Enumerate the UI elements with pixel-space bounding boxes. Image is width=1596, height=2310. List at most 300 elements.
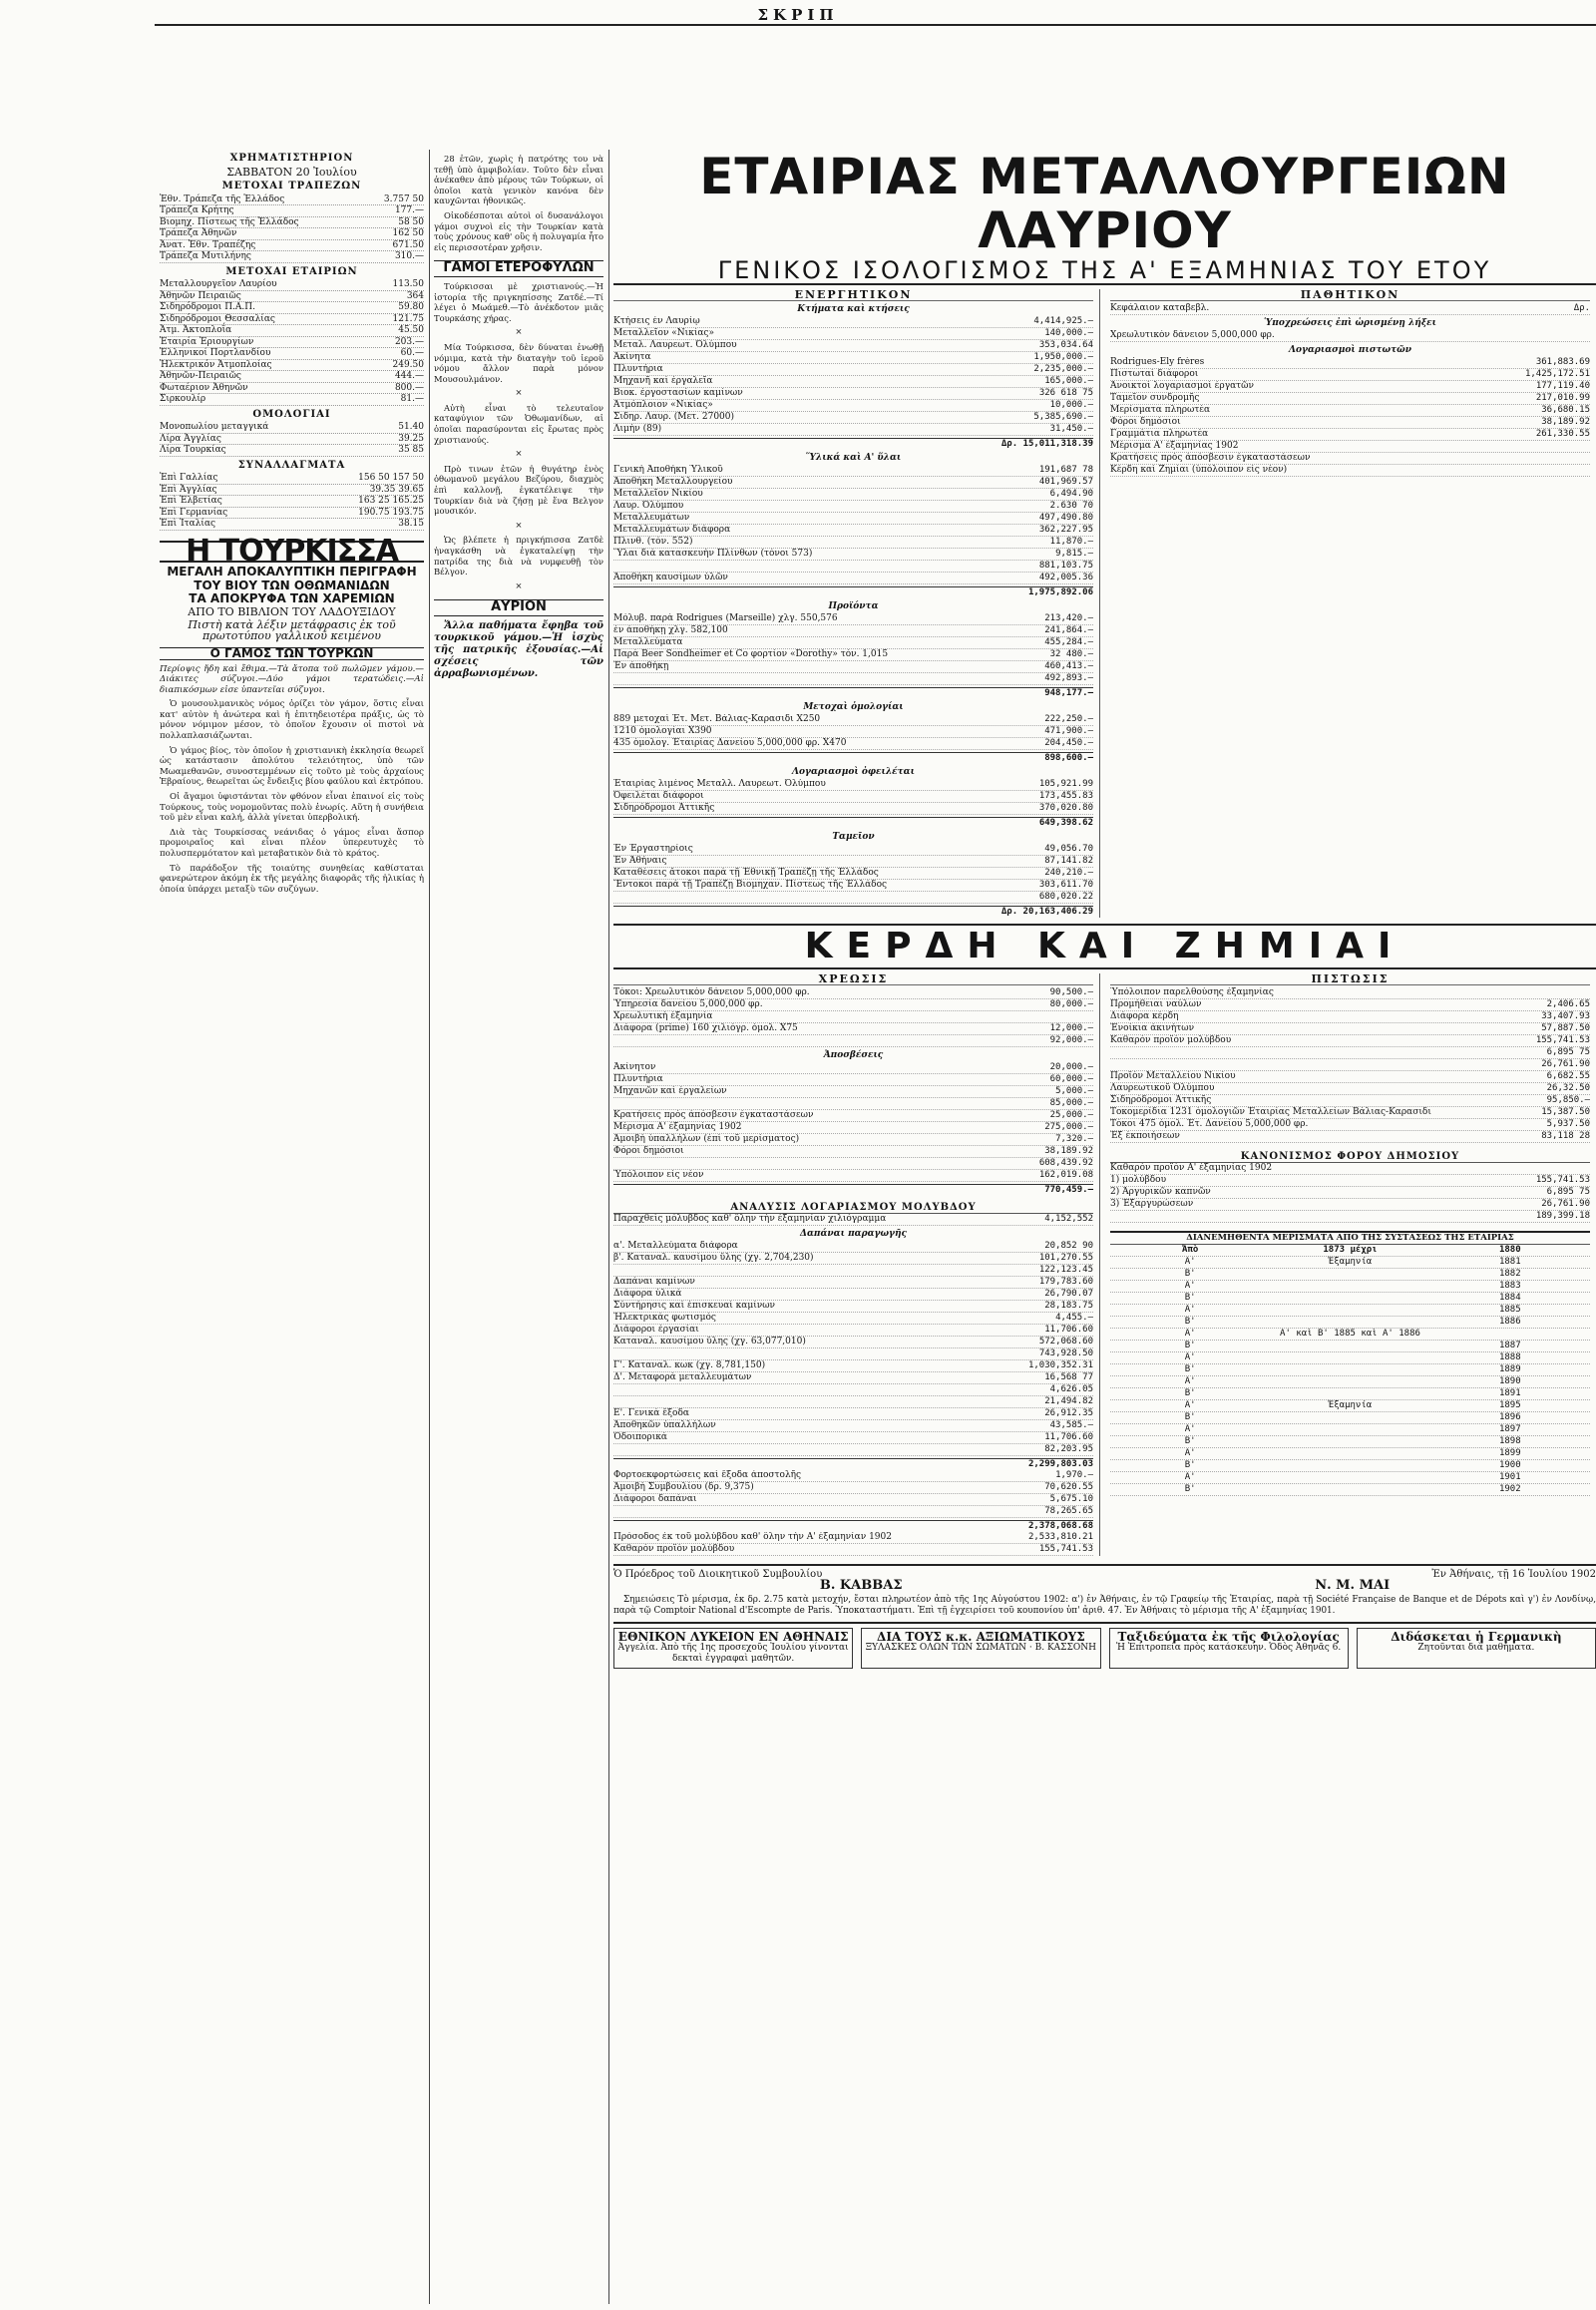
dividend-cell: 1891 (1498, 1388, 1521, 1398)
ledger-label: Διάφορα κέρδη (1110, 1011, 1179, 1021)
ledger-label: Μέρισμα Α' ἐξαμηνίας 1902 (1110, 441, 1239, 451)
subhead-banks: ΜΕΤΟΧΑΙ ΤΡΑΠΕΖΩΝ (221, 181, 362, 192)
dividends-col: 1873 μέχρι (1323, 1245, 1378, 1255)
ledger-section: Μετοχαὶ ὁμολογίαι (803, 702, 904, 712)
ledger-value: 240,210.— (1044, 868, 1093, 878)
rate-row (160, 314, 424, 326)
rate-value: 249.50 (392, 359, 424, 370)
ledger-value: 1,970.— (1055, 1470, 1093, 1480)
dividends-header-row (1110, 1245, 1590, 1257)
rate-value: 444.— (394, 371, 424, 381)
rate-row (160, 302, 424, 314)
ledger-value: 26,912.35 (1044, 1408, 1093, 1418)
ledger-value: 6,682.55 (1546, 1071, 1590, 1081)
ledger-row (613, 1313, 1093, 1325)
ledger-row (613, 388, 1093, 400)
ledger-value: 213,420.— (1044, 613, 1093, 623)
dividend-cell: Α' (1184, 1352, 1196, 1362)
ledger-row (613, 625, 1093, 637)
paragraph: Ὁ μουσουλμανικὸς νόμος ὁρίζει τὸν γάμον, ὅστις εἶναι κατ' αὐτὸν ἡ ἀνώτερα καὶ ἡ ἐπιτηδειοτέρα πράξις, ὡς τὸ μόνον νόμιμον μέσον, τὸ ὁποῖον ἔχουσιν οἱ πιστοὶ νὰ πολλαπλασιάζωνται. (160, 699, 424, 742)
rate-values (398, 519, 424, 530)
ledger-value: 95,850.— (1546, 1095, 1590, 1105)
ledger-value: 881,103.75 (1038, 561, 1093, 571)
ledger-row (613, 465, 1093, 477)
ledger-value: 33,407.93 (1541, 1011, 1590, 1021)
ledger-value: 222,250.— (1044, 714, 1093, 724)
ledger-label: Δ'. Μεταφορὰ μεταλλευμάτων (613, 1372, 752, 1382)
companies-list (160, 279, 424, 406)
rate-name: Ἐπὶ Ἑλβετίας (160, 496, 222, 506)
ledger-label: Καθαρὸν προϊὸν Α' ἐξαμηνίας 1902 (1110, 1163, 1273, 1173)
rate-ask: 165.25 (392, 496, 424, 506)
ledger-label: Μεταλ. Λαυρεωτ. Ὀλύμπου (613, 340, 737, 350)
dividend-cell: Β' (1184, 1293, 1196, 1303)
dividend-cell: 1899 (1498, 1448, 1521, 1458)
ledger-value: 492,005.36 (1038, 573, 1093, 582)
ledger-label: 1210 ὁμολογίαι Χ390 (613, 726, 712, 736)
dividend-cell: Α' (1184, 1281, 1196, 1291)
ledger-row (613, 1146, 1093, 1158)
rate-value: 58 50 (398, 216, 424, 227)
ledger-label: Τόκοι: Χρεωλυτικὸν δάνειον 5,000,000 φρ. (613, 987, 810, 997)
ledger-total: 1,975,892.06 (613, 586, 1093, 598)
ledger-value: 11,706.60 (1044, 1432, 1093, 1442)
signoff (613, 1564, 1596, 1616)
ledger-value: 87,141.82 (1044, 856, 1093, 866)
ledger-row (1110, 1023, 1590, 1035)
ledger-row (613, 1360, 1093, 1372)
paragraph: Οἱ ἄγαμοι ὑφιστάνται τὸν φθόνον εἶναι ἐπαινοί εἰς τοὺς Τούρκους, τοὺς νομομοῦντας πολὺ ἐνωρίς. Αὕτη ἡ συνήθεια τοῦ μὲν εἶναι καλή, ἀλλὰ γίνεται ὑπερβολική. (160, 792, 424, 824)
ledger-row (613, 573, 1093, 584)
ledger-label: Μεταλλευμάτων διάφορα (613, 525, 731, 535)
dividend-row (1110, 1341, 1590, 1352)
ledger-row (613, 673, 1093, 685)
dividend-cell: 1887 (1498, 1341, 1521, 1350)
dividend-row (1110, 1448, 1590, 1460)
ledger-value: 326 618 75 (1038, 388, 1093, 398)
ledger-row (613, 328, 1093, 340)
paragraph: Ὡς βλέπετε ἡ πριγκήπισσα Ζατδὲ ἠναγκάσθη νὰ ἐγκαταλείψῃ τὴν πατρίδα της διὰ νὰ νυμφευθῇ τὸν Βέλγον. (434, 535, 603, 578)
rate-name: Βιομηχ. Πίστεως τῆς Ἑλλάδος (160, 216, 299, 227)
dividend-cell: Β' (1184, 1269, 1196, 1279)
ledger-label: Μόλυβ. παρὰ Rodrigues (Marseille) χλγ. 550,576 (613, 613, 838, 623)
rate-row (160, 205, 424, 217)
paragraph: Τὸ παράδοξον τῆς τοιαύτης συνηθείας καθίσταται φανερώτερον ἀκόμη ἐκ τῆς μεγάλης διαφορᾶς τῆς ἡλικίας ἡ ὁποία ὑπάρχει μεταξὺ τῶν συζύγων. (160, 863, 424, 895)
ledger-label: Καταναλ. καυσίμου ὕλης (χγ. 63,077,010) (613, 1337, 806, 1347)
rate-row (160, 485, 424, 497)
ledger-total: 649,398.62 (613, 817, 1093, 829)
ledger-section: Ὑποχρεώσεις ἐπὶ ὡρισμένῃ λήξει (1264, 318, 1436, 328)
heading-mixed-marriages: ΓΑΜΟΙ ΕΤΕΡΟΦΥΛΩΝ (434, 260, 603, 277)
chapter-title: Ο ΓΑΜΟΣ ΤΩΝ ΤΟΥΡΚΩΝ (160, 647, 424, 660)
feature-title: Η ΤΟΥΡΚΙΣΣΑ (160, 541, 424, 564)
ledger-row (1110, 1187, 1590, 1199)
ledger-label: Ἀποθήκη καυσίμων ὑλῶν (613, 573, 728, 582)
ledger-value: 26,790.07 (1044, 1289, 1093, 1299)
rate-value: 3.757 50 (383, 193, 424, 204)
rate-bid: 39.35 (369, 484, 396, 495)
masthead-title: ΣΚΡΙΠ (757, 6, 839, 24)
ad-title: ΕΘΝΙΚΟΝ ΛΥΚΕΙΟΝ ΕΝ ΑΘΗΝΑΙΣ (617, 1630, 849, 1645)
ledger-label: Διάφοροι δαπάναι (613, 1494, 697, 1504)
dividend-row (1110, 1388, 1590, 1400)
ledger-row (613, 412, 1093, 424)
ledger-label: α'. Μεταλλεύματα διάφορα (613, 1241, 738, 1251)
rate-row (160, 194, 424, 206)
ledger-row (613, 1011, 1093, 1023)
ledger-label: Ἀτμόπλοιον «Νικίας» (613, 400, 713, 410)
dividend-cell: Ἐξαμηνία (1328, 1400, 1373, 1410)
ledger-row (613, 987, 1093, 999)
paragraph: Μία Τούρκισσα, δὲν δύναται ἐνωθῇ νόμιμα, κατὰ τὴν διαταγὴν τοῦ ἱεροῦ νόμου ἄλλον παρὰ μόνον Μουσουλμάνον. (434, 341, 603, 384)
ledger-row (613, 1301, 1093, 1313)
ledger-value: 4,152,552 (1044, 1214, 1093, 1224)
ledger-value: 90,500.— (1049, 987, 1093, 997)
ledger-value: 4,414,925.— (1033, 316, 1093, 326)
ledger-row (613, 513, 1093, 525)
rate-value: 113.50 (392, 279, 424, 289)
ledger-value: 6,895 75 (1546, 1047, 1590, 1057)
date-line: ΣΑΒΒΑΤΟΝ 20 Ἰουλίου (226, 165, 357, 179)
dividend-cell (1270, 1472, 1429, 1483)
subhead-fx: ΣΥΝΑΛΛΑΓΜΑΤΑ (237, 459, 346, 471)
ledger-value: 4,626.05 (1049, 1384, 1093, 1394)
debits-list (613, 987, 1093, 1196)
ledger-value: 5,937.50 (1546, 1119, 1590, 1129)
rate-name: Ἀνατ. Ἐθν. Τραπέζης (160, 239, 256, 250)
ledger-section: Κτήματα καὶ κτήσεις (797, 304, 910, 314)
ledger-value: 140,000.— (1044, 328, 1093, 338)
ledger-row (613, 537, 1093, 549)
ledger-label: Φορτοεκφορτώσεις καὶ ἔξοδα ἀποστολῆς (613, 1470, 802, 1480)
dividend-cell: 1897 (1498, 1424, 1521, 1434)
ledger-row (613, 489, 1093, 501)
ledger-label: Ἀμοιβὴ ὑπαλλήλων (ἐπὶ τοῦ μερίσματος) (613, 1134, 800, 1144)
ledger-row (1110, 429, 1590, 441)
dividend-row (1110, 1364, 1590, 1376)
rate-row (160, 445, 424, 457)
rate-name: Τράπεζα Ἀθηνῶν (160, 228, 237, 238)
ornament-mark: × (515, 449, 523, 460)
rate-name: Ἑλληνικοί Πορτλανδίου (160, 348, 271, 358)
ledger-label: Διάφορα (prime) 160 χιλιόγρ. ὁμολ. X75 (613, 1023, 798, 1033)
assets-heading: ΕΝΕΡΓΗΤΙΚΟΝ (613, 289, 1093, 301)
ledger-value: 4,455.— (1055, 1313, 1093, 1323)
dividends-list (1110, 1257, 1590, 1496)
rate-ask: 38.15 (398, 519, 424, 529)
ledger-label: Φόροι δημόσιοι (1110, 417, 1181, 427)
dividend-cell: Α' (1184, 1329, 1196, 1339)
dividend-cell (1270, 1448, 1429, 1459)
dividend-row (1110, 1472, 1590, 1484)
rate-name: Ἑταιρία Ἐριουργίων (160, 336, 254, 347)
ledger-value: 460,413.— (1044, 661, 1093, 671)
ledger-value: 303,611.70 (1038, 880, 1093, 890)
dividend-cell: 1896 (1498, 1412, 1521, 1422)
ledger-label: Ἀκίνητον (613, 1062, 656, 1072)
dividend-cell: 1881 (1498, 1257, 1521, 1267)
ledger-label: Ὑπόλοιπον παρελθούσης ἐξαμηνίας (1110, 987, 1274, 997)
ledger-value: 20,000.— (1049, 1062, 1093, 1072)
ledger-label: Ἀκίνητα (613, 352, 651, 362)
ledger-row (613, 549, 1093, 561)
dividend-cell: Β' (1184, 1484, 1196, 1494)
ledger-value: 80,000.— (1049, 999, 1093, 1009)
ledger-value: 217,010.99 (1535, 393, 1590, 403)
rate-value: 60.— (400, 348, 424, 358)
ledger-label: Φόροι δημόσιοι (613, 1146, 684, 1156)
ledger-row (613, 1470, 1093, 1482)
mixed-marriages-body (434, 281, 603, 591)
dividend-cell: Β' (1184, 1341, 1196, 1350)
ledger-row (613, 880, 1093, 892)
ledger-label: Δαπάναι καμίνων (613, 1277, 695, 1287)
ledger-row (613, 738, 1093, 750)
ledger-value: 179,783.60 (1038, 1277, 1093, 1287)
feature-subtitle-1: ΜΕΓΑΛΗ ΑΠΟΚΑΛΥΠΤΙΚΗ ΠΕΡΙΓΡΑΦΗ (167, 565, 417, 578)
ledger-label: Λιμὴν (89) (613, 424, 662, 434)
ledger-row (613, 376, 1093, 388)
ledger-label: Μέρισμα Α' ἐξαμηνίας 1902 (613, 1122, 742, 1132)
liabilities-column (1110, 289, 1596, 918)
ledger-value: 85,000.— (1049, 1098, 1093, 1108)
ledger-row (613, 1098, 1093, 1110)
ledger-value: 78,265.65 (1044, 1506, 1093, 1516)
rate-name: Ἐπὶ Ἰταλίας (160, 519, 216, 529)
ledger-label: Παραχθεὶς μόλυβδος καθ' ὅλην τὴν ἐξαμηνίαν χιλιόγραμμα (613, 1214, 887, 1224)
ledger-section: Ταμεῖον (832, 832, 875, 842)
dividend-cell: Α' (1184, 1472, 1196, 1482)
dividend-cell: 1884 (1498, 1293, 1521, 1303)
ledger-row (613, 1494, 1093, 1506)
ledger-label: Ἐξ ἐκποιήσεων (1110, 1131, 1180, 1141)
rate-name: Τράπεζα Μυτιλήνης (160, 251, 251, 261)
dividend-cell: Α' καὶ Β' 1885 καὶ Α' 1886 (1280, 1329, 1420, 1339)
ledger-value: 680,020.22 (1038, 892, 1093, 902)
ledger-row (1110, 1047, 1590, 1059)
rate-name: Ἀθηνῶν Πειραιῶς (160, 290, 241, 301)
ledger-value: 353,034.64 (1038, 340, 1093, 350)
feature-subtitle-2: ΤΟΥ ΒΙΟΥ ΤΩΝ ΟΘΩΜΑΝΙΔΩΝ (194, 578, 390, 592)
ledger-label: 2) Ἀργυρικῶν καπνῶν (1110, 1187, 1211, 1197)
rate-value: 59.80 (398, 302, 424, 312)
debits-column (613, 973, 1100, 1556)
ledger-row (613, 1253, 1093, 1265)
ledger-value: 16,568 77 (1044, 1372, 1093, 1382)
ledger-label: Γενικὴ Ἀποθήκη Ὑλικοῦ (613, 465, 723, 475)
ledger-label: Ὑπηρεσία δανείου 5,000,000 φρ. (613, 999, 763, 1009)
dividend-row (1110, 1329, 1590, 1341)
ledger-value: 92,000.— (1049, 1035, 1093, 1045)
ledger-row (613, 844, 1093, 856)
ledger-label: Ἀμοιβὴ Συμβουλίου (δρ. 9,375) (613, 1482, 754, 1492)
rate-row (160, 337, 424, 349)
ledger-label: Πιστωταὶ διάφοροι (1110, 369, 1199, 379)
bonds-list (160, 422, 424, 457)
ledger-label: Ἀποθήκη Μεταλλουργείου (613, 477, 733, 487)
ledger-row (1110, 1035, 1590, 1047)
signoff-left: Ὁ Πρόεδρος τοῦ Διοικητικοῦ Συμβουλίου (613, 1569, 823, 1580)
ledger-label: Μεταλλευμάτων (613, 513, 690, 523)
ledger-label: Μεταλλεῖον Νικίου (613, 489, 703, 499)
ledger-value: 26,761.90 (1541, 1199, 1590, 1209)
rate-value: 162 50 (392, 228, 424, 238)
ledger-row (1110, 1119, 1590, 1131)
paragraph: Διὰ τὰς Τουρκίσσας νεάνιδας ὁ γάμος εἶναι ἄσπορ προμοιραῖος καὶ εἶναι πλέον ὑπερευτυχὲς τὸ πολυσπερμότατον καὶ μεταβατικὸν διὰ τὸ κράτος. (160, 827, 424, 859)
column-feature-continued (434, 150, 603, 684)
rate-name: Λίρα Τουρκίας (160, 445, 226, 455)
ledger-label: Παρὰ Beer Sondheimer et Co φορτίον «Dorothy» τόν. 1,015 (613, 649, 889, 659)
ledger-label: Ὑπόλοιπον εἰς νέον (613, 1170, 704, 1180)
ledger-row (613, 779, 1093, 791)
ledger-value: 497,490.80 (1038, 513, 1093, 523)
ledger-total: 2,378,068.68 (613, 1520, 1093, 1532)
ledger-label: Χρεωλυτικὴ ἐξαμηνία (613, 1011, 713, 1021)
rate-values (358, 473, 424, 484)
rate-name: Ἀθηνῶν-Πειραιῶς (160, 371, 241, 381)
ornament-mark: × (515, 520, 523, 531)
ledger-value: 155,741.53 (1535, 1175, 1590, 1185)
ledger-section: Δαπάναι παραγωγῆς (800, 1229, 907, 1239)
ledger-row (613, 1420, 1093, 1432)
dividend-cell: Α' (1184, 1376, 1196, 1386)
ledger-total: Δρ. 15,011,318.39 (613, 438, 1093, 450)
dividends-title: ΔΙΑΝΕΜΗΘΕΝΤΑ ΜΕΡΙΣΜΑΤΑ ΑΠΟ ΤΗΣ ΣΥΣΤΑΣΕΩΣ ΤΗΣ ΕΤΑΙΡΙΑΣ (1110, 1231, 1590, 1245)
ledger-value: 26,761.90 (1541, 1059, 1590, 1069)
ledger-row (613, 525, 1093, 537)
ledger-row (613, 892, 1093, 904)
ledger-row (613, 1289, 1093, 1301)
ledger-label: ἐν ἀποθήκῃ χλγ. 582,100 (613, 625, 728, 635)
dividend-row (1110, 1352, 1590, 1364)
rate-value: 177.— (394, 205, 424, 215)
advertisements (613, 1622, 1596, 1669)
ledger-label: Βιοκ. ἐργοστασίων καμίνων (613, 388, 743, 398)
paragraph: Οἰκοδέσποται αὐτοὶ οἱ δυσανάλογοι γάμοι συχνοὶ εἰς τὴν Τουρκίαν κατὰ τοὺς χρόνους καθ' οὓς ἡ πολυγαμία ἦτο εἰς περισσοτέραν χρῆσιν. (434, 209, 603, 252)
ledger-row (1110, 1107, 1590, 1119)
ledger-value: 83,118 28 (1541, 1131, 1590, 1141)
feature-subtitle-5: Πιστὴ κατὰ λέξιν μετάφρασις ἐκ τοῦ πρωτοτύπου γαλλικοῦ κειμένου (188, 618, 396, 642)
ledger-label: Τόκοι 475 ὁμολ. Ἑτ. Δανείου 5,000,000 φρ. (1110, 1119, 1309, 1129)
company-report (613, 150, 1596, 1669)
rate-values (358, 508, 424, 519)
ledger-row (613, 856, 1093, 868)
rate-name: Φωταέριον Ἀθηνῶν (160, 382, 248, 393)
ledger-value: 60,000.— (1049, 1074, 1093, 1084)
rate-ask: 193.75 (392, 507, 424, 518)
ad-title: Διδάσκεται ἡ Γερμανικὴ (1391, 1630, 1562, 1645)
ledger-label: Πλυντήρια (613, 364, 663, 374)
ledger-row (1110, 405, 1590, 417)
ledger-row (1110, 1211, 1590, 1223)
rate-row (160, 371, 424, 383)
feature-continued-body (434, 154, 603, 252)
dividend-cell (1270, 1436, 1429, 1447)
rate-name: Μεταλλουργεῖον Λαυρίου (160, 279, 277, 289)
ad-body: Ζητοῦνται διὰ μαθήματα. (1417, 1643, 1535, 1654)
dividend-row (1110, 1376, 1590, 1388)
dividend-cell: 1901 (1498, 1472, 1521, 1482)
dividend-cell (1270, 1341, 1429, 1351)
dividend-cell: Α' (1184, 1400, 1196, 1410)
ledger-value: 6,494.90 (1049, 489, 1093, 499)
ledger-row (613, 501, 1093, 513)
dividend-cell: Α' (1184, 1448, 1196, 1458)
ledger-row (613, 1506, 1093, 1518)
company-name: ΕΤΑΙΡΙΑΣ ΜΕΤΑΛΛΟΥΡΓΕΙΩΝ ΛΑΥΡΙΟΥ (699, 148, 1510, 259)
ledger-value: 204,450.— (1044, 738, 1093, 748)
dividend-cell: Α' (1184, 1257, 1196, 1267)
ledger-value: 32 480.— (1049, 649, 1093, 659)
ledger-total: 770,459.— (613, 1184, 1093, 1196)
dividend-row (1110, 1424, 1590, 1436)
ledger-row (613, 649, 1093, 661)
assets-column (613, 289, 1100, 918)
tomorrow-text: Ἄλλα παθήματα ἔφηβα τοῦ τουρκικοῦ γάμου.—Ἡ ἰσχὺς τῆς πατρικῆς ἐξουσίας.—Αἱ σχέσεις τῶν ἀρραβωνισμένων. (434, 619, 603, 679)
balance-sheet (613, 289, 1596, 918)
ledger-value: 49,056.70 (1044, 844, 1093, 854)
ledger-value: 572,068.60 (1038, 1337, 1093, 1347)
ledger-row (1110, 1199, 1590, 1211)
ledger-row (613, 1432, 1093, 1444)
ledger-label: Κρατήσεις πρὸς ἀπόσβεσιν ἐγκαταστάσεων (613, 1110, 814, 1120)
masthead-rule (155, 24, 1596, 26)
dividend-row (1110, 1269, 1590, 1281)
ad-title: Ταξιδεύματα ἐκ τῆς Φιλολογίας (1117, 1630, 1340, 1645)
ledger-row (613, 868, 1093, 880)
ledger-row (613, 1532, 1093, 1544)
ledger-value: 471,900.— (1044, 726, 1093, 736)
ledger-value: 82,203.95 (1044, 1444, 1093, 1454)
rate-name: Ἠλεκτρικόν Ἀτμοπλοίας (160, 359, 272, 370)
tax-title: ΚΑΝΟΝΙΣΜΟΣ ΦΟΡΟΥ ΔΗΜΟΣΙΟΥ (1110, 1151, 1590, 1163)
ledger-value: 25,000.— (1049, 1110, 1093, 1120)
ledger-row (1110, 465, 1590, 477)
ledger-value: 122,123.45 (1038, 1265, 1093, 1275)
rate-row (160, 473, 424, 485)
dividend-cell (1270, 1293, 1429, 1304)
rate-name: Λίρα Ἀγγλίας (160, 433, 221, 444)
ledger-value: Δρ. (1573, 303, 1590, 313)
rate-name: Ἀτμ. Ἀκτοπλοΐα (160, 325, 232, 335)
ledger-value: 177,119.40 (1535, 381, 1590, 391)
dividend-cell (1270, 1460, 1429, 1471)
ledger-value: 43,585.— (1049, 1420, 1093, 1430)
ledger-row (613, 1277, 1093, 1289)
ledger-row (613, 999, 1093, 1011)
ledger-value: 31,450.— (1049, 424, 1093, 434)
dividend-row (1110, 1305, 1590, 1317)
ledger-row (613, 1134, 1093, 1146)
ledger-label: Πρόσοδος ἐκ τοῦ μολύβδου καθ' ὅλην τὴν Α' ἐξαμηνίαν 1902 (613, 1532, 892, 1542)
ledger-value: 2,235,000.— (1033, 364, 1093, 374)
feature-subtitle-3: ΤΑ ΑΠΟΚΡΥΦΑ ΤΩΝ ΧΑΡΕΜΙΩΝ (189, 591, 395, 605)
ad-body: Ἡ Ἐπιτροπεία πρὸς κατάσκευην. Ὁδὸς Ἀθηνᾶς 6. (1116, 1643, 1342, 1654)
rate-row (160, 240, 424, 252)
dividend-cell: Α' (1184, 1305, 1196, 1315)
ledger-value: 26,32.50 (1546, 1083, 1590, 1093)
ledger-row (1110, 1175, 1590, 1187)
rate-row (160, 360, 424, 372)
rate-name: Τράπεζα Κρήτης (160, 205, 234, 215)
report-title: ΓΕΝΙΚΟΣ ΙΣΟΛΟΓΙΣΜΟΣ ΤΗΣ Α' ΕΞΑΜΗΝΙΑΣ ΤΟΥ ΕΤΟΥ (613, 257, 1596, 285)
rate-value: 310.— (394, 251, 424, 261)
paragraph: Τούρκισσαι μὲ χριστιανούς.—Ἡ ἱστορία τῆς πριγκηπίσσης Ζατδέ.—Τί λέγει ὁ Μωάμεθ.—Τὸ ἀνέκδοτον μιᾶς Τουρκάσης χήρας. (434, 280, 603, 323)
ledger-label: Κρατήσεις πρὸς ἀπόσβεσιν ἐγκαταστάσεων (1110, 453, 1311, 463)
ledger-label: β'. Καταναλ. καυσίμου ὕλης (χγ. 2,704,230) (613, 1253, 814, 1263)
ledger-row (613, 1035, 1093, 1047)
lead-analysis-list (613, 1214, 1093, 1556)
